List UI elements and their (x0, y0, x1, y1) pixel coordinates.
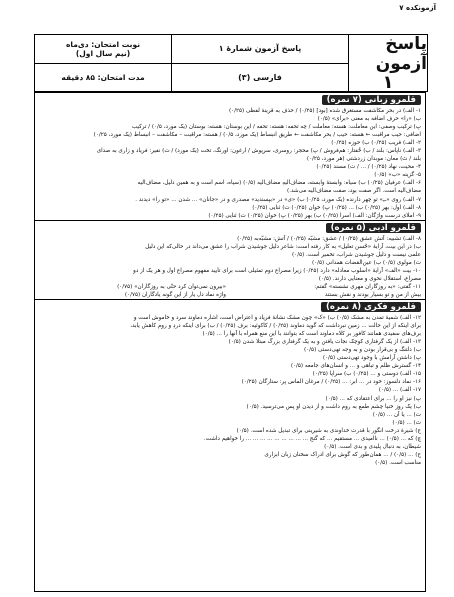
answer-line: چ) که ... (۰/۵) ... ناامیدی ... مستقیم ... که گنج ... ... ... ... ... ... ... ... ... را خواهیم داشت. (203, 435, 421, 442)
answer-line: شیطان، به دنبال پلیدی و بدی است. (۰/۵) (324, 443, 421, 450)
answer-line: «بیرون نمی‌توان کرد حتّی به روزگاران» (۰/۷۵) (117, 283, 226, 290)
answer-line: پ) نیز او را ... برای اعتقادی که ... (۰/۵) (325, 395, 421, 402)
answer-line: پ) داشتن آرامش با وجود تهی‌دستی (۰/۵) (322, 355, 421, 362)
answer-line: ۷- الف) روی «ــِ» تو چهر دارنده (یک مورد، ۰/۲۵) ب) «ی» در «بپسندید» مصدری و در «جانان» ... شدن ... «تو را» دیدند . (135, 196, 421, 203)
answer-line: ۱۴- گسترش ظلم و تباهی و ... و انسان‌های جامعه (۰/۵) (290, 363, 421, 370)
exam-number: ۱ (382, 72, 394, 93)
section-literary (35, 220, 425, 299)
answer-line: ب) در این بیت، آرایهٔ «حُسن تعلیل» به کار رفته است: شاعر دلیل جوشیدن شراب را عشق می‌داند در حالی‌که این دلیل (145, 243, 421, 250)
answer-line: ۱۷- الف) ... (۰/۵) (378, 387, 421, 394)
exam-turn (35, 35, 171, 63)
answer-line: ح) ... (۰/۵) / ... همان‌طور که گوش برای ادراک سخنان زبان ابزاری (264, 451, 421, 458)
answer-line: ۶- الف) عرفیان (۰/۲۵) ب) سیاه: وابستهٔ وابسته، مضاف‌الیهِ مضاف‌الیه (۰/۵) (سیاه، اسم است و به همین دلیل، مضاف‌الیه (137, 180, 421, 187)
exam-meta-cell (35, 35, 171, 91)
section-thought (35, 299, 425, 467)
answer-line: ث) ... (۰/۵) (392, 419, 421, 426)
answer-line: ۹- املای درست واژگان: الف) اسرا (۰/۲۵) ب) بهر (۰/۲۵) پ) خوان (۰/۲۵) ت) ثنایی (۰/۲۵) (208, 212, 421, 219)
header-table (34, 34, 428, 92)
answer-title: پاسخ آزمون شمارهٔ ۱ (218, 44, 302, 54)
answer-line: اضافی: حیب مراقبت ← هسته: حیب / بحر مکاشفت ← طریق انبساط (یک مورد، ۰/۵) / هسته: مراقبت – مکاشفت – انبساط (یک مورد، ۰/۲۵) (93, 132, 421, 139)
section-language (35, 93, 425, 220)
answer-line: واژه نماد دل یار از این گونه یادگاران (۰/۷۵) (124, 291, 226, 298)
answer-line: ت) ... یا آن ... (۰/۵) (372, 411, 421, 418)
answers-body (34, 92, 426, 592)
answer-line: برف‌های سفیدی همانند کافور بر کلاه دماوند است که بتوانند با این منع همراه با آنها را ... (۰/۵) (202, 331, 421, 338)
poem-block (35, 283, 425, 299)
answer-line: ۱۲- الف) شمیهٔ تمدن به مشک (۰/۵) ب) «ک» چون مشک نشانهٔ فریاد و اعتراض است، اشاره دماوند سرد و خاموش است و (133, 315, 421, 322)
subject: فارسی (۳) (172, 63, 348, 92)
answer-line: مناسب است. (۰/۵) (375, 459, 421, 466)
answer-line: ب) «را» حرف اضافه به معنی «برای» (۰/۵) (317, 116, 421, 123)
answer-line: ۱۵- الف) دوستی و ... (۰/۲۵) ب) سراپا (۰/۲۵) (312, 371, 421, 378)
section-title: قلمرو فکری (۸ نمره) (321, 302, 421, 312)
answer-line: ۱۶- نماد دلسوز: خود در ... ابر: ... (۰/۲۵) / مرغان الماس پر: ستارگان (۰/۲۵) (241, 379, 421, 386)
exam-turn-text: نوبت امتحان: دی‌ماه (66, 39, 141, 49)
answer-line: مصراع، استقلال نحوی و معنایی دارند. (۰/۵) (318, 275, 421, 282)
section-title: قلمرو زبانی (۷ نمره) (322, 95, 421, 105)
answer-line: ب) دلتنگ و بی‌قرار بودن و به وجه تهی‌دستی (۰/۵) (303, 347, 421, 354)
answer-line: بلند / ث) معان: موبدان زردشتی (هر مورد، ۰/۲۵) (306, 156, 421, 163)
exam-duration: مدت امتحان: ۸۵ دقیقه (35, 63, 171, 92)
answer-line: پ) ترکیب وصفی: این معاملت: هسته: معاملت / چه تحفه: هسته: تحفه / این بوستان: هسته: بوستان (یک مورد، ۰/۵) / ترکیب (131, 124, 421, 131)
exam-title-cell (348, 35, 427, 91)
answer-line: ۵- گزینه «ب» (۰/۵) (374, 172, 421, 179)
answer-line: بیش از من و تو بسیار بودند و نقش بستند (324, 291, 421, 298)
answer-line: ۳- الف) ناپاس: بلند / ب) خُفتار: هم‌فروش / پ) محجر: روسری، سرپوش / ارغون: اورنگ، تخت (یک مورد) / ت) نفیر: فریاد و زاری به صدای (96, 148, 421, 155)
answer-line: ۱۱- گفتی: «به روزگاران مهری نشسته» گفتم: (314, 283, 421, 290)
exam-half-text: (نیم سال اول) (75, 48, 131, 58)
answer-line: ۱- الف) در بحر مکاشفت مستغرق شده [بود] (۰/۲۵) / حذف به قرینهٔ لفظی (۰/۲۵) (228, 108, 421, 114)
answer-info-cell (171, 35, 348, 91)
answer-line: ج) شیرهٔ درخت انگور با قدرت خداوندی به شیرینی برای تبدیل شده است. (۰/۵) (236, 427, 421, 434)
answer-line: برای اینکه از این حالت ... زمین نبرداشت که گوید دماوند (۰/۲۵) / کاکوئیه: برف (۰/۲۵) / ب) برای اینکه دردِ و روم کاهش یابد، (130, 323, 421, 330)
running-head: آزمونکده ۷ (399, 4, 436, 12)
answer-line: مضاف‌الیه است. اگر صفت بود، صفت مضاف‌الیه می‌شد.) (287, 188, 421, 195)
answer-line: ت) مولوی (۰/۵) ب) عین‌القضات همدانی (۰/۵) (311, 259, 421, 266)
answer-line: ب) یک روز خنیا چشم طمع به روم داشت و از دیدن او پس می‌ترسید. (۰/۵) (246, 403, 421, 410)
answer-line: ۱۳- الف) از یک گرفتاری کوچک نجات یافتن و به یک گرفتاری بزرگ مبتلا شدن (۰/۵) (228, 339, 421, 346)
answer-line: علمی نیست و دلیل جوشیدن شراب، تخمیر است. (۰/۵) (292, 251, 421, 258)
answer-line: ۴- محیت، نهاد (۰/۲۵) / ... / ت) مسند (۰/۲۵) (316, 164, 421, 171)
answer-line: ۸- الف) تشبیه: آتش عشق (۰/۲۵) / عشق: مشبّه (۰/۲۵) / آتش: مشبّه‌به (۰/۲۵) (237, 235, 421, 242)
answer-line: ۱۰- بیت «الف» آرایهٔ «اسلوب معادله» دارد (۰/۲۵) زیرا مصراع دوم تمثیلی است برای تأیید مفهوم مصراع اول و هر یک از دو (133, 267, 421, 274)
answer-line: ۸- الف) اول: بهر (۰/۲۵) ب) ... (۰/۲۵) پ) خوان (۰/۲۵) ت) ثنایی (۰/۲۵) (252, 204, 421, 211)
exam-title: پاسخ آزمون (375, 34, 427, 74)
section-title: قلمرو ادبی (۵ نمره) (326, 223, 421, 233)
answer-line: ۲- الف) فریب (۰/۲۵) ب) حوزه (۰/۲۵) (331, 140, 421, 147)
